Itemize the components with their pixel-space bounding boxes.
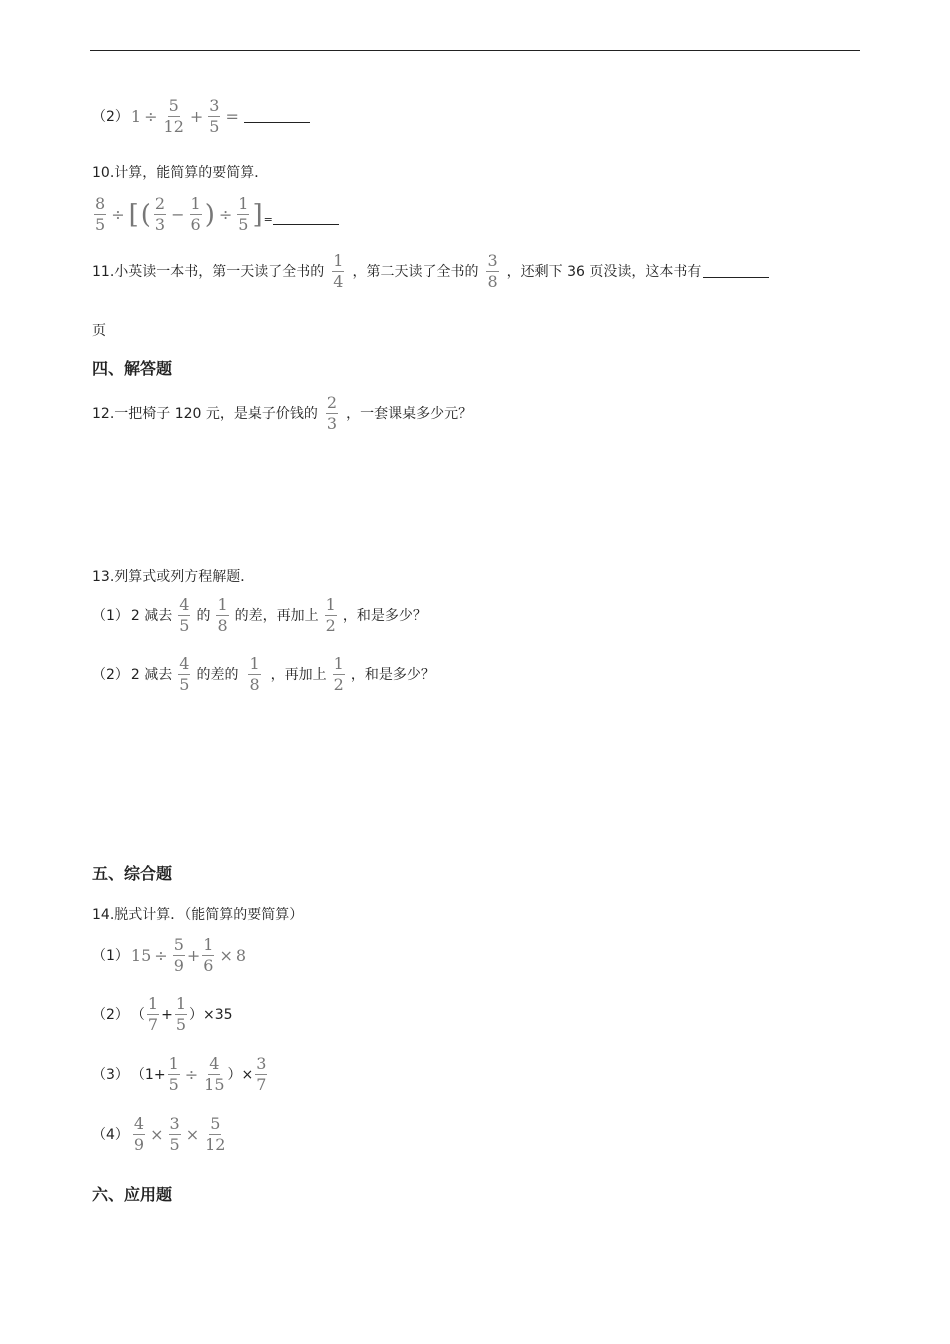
q14-part4: （4） $\frac{4}{9}$ × $\frac{3}{5}$ × $\frac{5}{12}$ — [92, 1114, 226, 1154]
fraction-numerator: 4 — [133, 1114, 145, 1133]
fraction-numerator: 2 — [326, 393, 338, 412]
q10-eq: = — [263, 212, 273, 226]
fraction-numerator: 4 — [179, 595, 190, 614]
fraction-denominator: 5 — [175, 1015, 187, 1034]
q14-part1-label: （1） — [92, 947, 129, 964]
fraction-denominator: 12 — [205, 1135, 226, 1154]
fraction-denominator: 9 — [133, 1135, 145, 1154]
q10-right-paren: ) — [204, 199, 215, 230]
q11 — [92, 253, 769, 290]
q10-fraction-4 — [237, 196, 249, 233]
q11-answer-blank[interactable] — [703, 265, 769, 278]
q14-part4-label: （4） — [92, 1126, 129, 1143]
q10-left-bracket: [ — [128, 199, 139, 230]
q13-p2-fraction-1 — [178, 656, 190, 693]
fraction-numerator: 1 — [147, 994, 159, 1013]
fraction-numerator: 5 — [173, 935, 184, 954]
q9-n1: 1 — [130, 106, 142, 126]
fraction-denominator: 6 — [203, 956, 214, 975]
q10-right-bracket: ] — [252, 199, 263, 230]
q10-div: ÷ — [111, 204, 125, 224]
fraction-numerator: 1 — [325, 595, 336, 614]
q10-answer-blank[interactable] — [273, 212, 339, 225]
fraction-denominator: 8 — [217, 616, 228, 635]
q14-p2-fraction-2 — [175, 996, 187, 1033]
q13-p2-fraction-3 — [333, 656, 345, 693]
q12-text-2: ，一套课桌多少元？ — [346, 405, 473, 422]
q13-part1-label: （1） — [92, 607, 129, 624]
fraction-denominator: 5 — [209, 117, 220, 136]
section-4-heading: 四、解答题 — [92, 359, 173, 378]
q13-p1-fraction-1 — [178, 597, 190, 634]
q14-title: 14.脱式计算．（能简算的要简算） — [92, 907, 304, 923]
fraction-numerator: 3 — [209, 96, 220, 115]
fraction-denominator: 8 — [487, 272, 498, 291]
fraction-numerator: 2 — [154, 194, 166, 213]
q10-fraction-1 — [94, 196, 106, 233]
q12-text-1: 12.一把椅子 120 元，是桌子价钱的 — [92, 405, 318, 422]
q14-p4-fraction-1 — [133, 1116, 145, 1153]
q13-part2-label: （2） — [92, 666, 129, 683]
fraction-numerator: 4 — [209, 1054, 220, 1073]
q12-fraction — [326, 395, 338, 432]
q12 — [92, 395, 472, 432]
q10-left-paren: ( — [140, 199, 151, 230]
q14-part3: （3） （1+ $\frac{1}{5}$ ÷ $\frac{4}{15}$ ）× $\frac{3}{7}$ — [92, 1054, 267, 1094]
q14-p3-fraction-2 — [203, 1056, 225, 1093]
fraction-numerator: 1 — [333, 251, 344, 270]
fraction-denominator: 12 — [163, 117, 184, 136]
q11-fraction-1 — [332, 253, 344, 290]
fraction-numerator: 1 — [168, 1054, 179, 1073]
q10-fraction-3 — [190, 196, 202, 233]
q13-p1-fraction-3 — [325, 597, 337, 634]
q14-p3-fraction-1 — [168, 1056, 180, 1093]
q9-div: ÷ — [144, 106, 158, 126]
fraction-numerator: 1 — [203, 935, 214, 954]
fraction-denominator: 7 — [256, 1075, 267, 1094]
fraction-denominator: 4 — [333, 272, 344, 291]
fraction-denominator: 5 — [168, 1075, 179, 1094]
q10-expression — [92, 196, 339, 233]
q9-expression — [131, 98, 242, 135]
fraction-numerator: 1 — [333, 654, 344, 673]
q14-part2: （2） （ $\frac{1}{7}$ + $\frac{1}{5}$ ）×35 — [92, 994, 233, 1034]
q11-text-1: 11.小英读一本书，第一天读了全书的 — [92, 263, 325, 280]
fraction-numerator: 1 — [238, 194, 249, 213]
fraction-numerator: 1 — [249, 654, 260, 673]
q14-p2-fraction-1 — [147, 996, 159, 1033]
q14-part2-label: （2） — [92, 1006, 129, 1023]
q14-p1-fraction-1 — [173, 937, 185, 974]
q10-fraction-2 — [154, 196, 166, 233]
fraction-denominator: 5 — [238, 215, 249, 234]
section-6-heading: 六、应用题 — [92, 1185, 173, 1204]
header-rule — [90, 50, 860, 51]
fraction-numerator: 3 — [487, 251, 498, 270]
fraction-numerator: 8 — [95, 194, 106, 213]
q9-fraction-1 — [163, 98, 185, 135]
q14-p1-fraction-2 — [202, 937, 214, 974]
fraction-numerator: 1 — [217, 595, 228, 614]
fraction-numerator: 3 — [256, 1054, 267, 1073]
fraction-denominator: 9 — [173, 956, 184, 975]
fraction-denominator: 2 — [333, 675, 344, 694]
fraction-denominator: 5 — [95, 215, 106, 234]
q13-part2: （2） 2 减去 $\frac{4}{5}$ 的差的 $\frac{1}{8}$ ，再加上 $\frac{1}{2}$ ，和是多少？ — [92, 654, 435, 694]
q14-p4-fraction-3 — [204, 1116, 226, 1153]
fraction-denominator: 3 — [154, 215, 166, 234]
q13-p1-fraction-2 — [216, 597, 228, 634]
fraction-denominator: 15 — [204, 1075, 225, 1094]
q13-part1: （1） 2 减去 $\frac{4}{5}$ 的 $\frac{1}{8}$ 的差，再加上 $\frac{1}{2}$ ，和是多少？ — [92, 595, 427, 635]
q14-part3-label: （3） — [92, 1066, 129, 1083]
q9-eq: = — [225, 106, 239, 126]
q10-title: 10.计算，能简算的要简算． — [92, 165, 269, 181]
fraction-numerator: 1 — [190, 194, 201, 213]
q13-p2-fraction-2 — [248, 656, 260, 693]
fraction-denominator: 5 — [179, 675, 190, 694]
fraction-numerator: 3 — [169, 1114, 180, 1133]
section-5-heading: 五、综合题 — [92, 864, 173, 883]
q9-part2 — [92, 98, 310, 135]
fraction-denominator: 5 — [169, 1135, 180, 1154]
fraction-numerator: 5 — [168, 96, 179, 115]
fraction-denominator: 5 — [179, 616, 190, 635]
fraction-numerator: 1 — [175, 994, 187, 1013]
q14-p3-fraction-3 — [255, 1056, 267, 1093]
q9-part2-label: （2） — [92, 108, 129, 125]
fraction-denominator: 6 — [190, 215, 201, 234]
q9-plus: + — [189, 106, 204, 126]
q14-p4-fraction-2 — [169, 1116, 181, 1153]
fraction-denominator: 7 — [147, 1015, 159, 1034]
q11-text-2: ，第二天读了全书的 — [352, 263, 479, 280]
q11-unit: 页 — [92, 323, 106, 339]
q14-part1: （1） 15 ÷ $\frac{5}{9}$ + $\frac{1}{6}$ × 8 — [92, 935, 247, 975]
fraction-numerator: 5 — [210, 1114, 221, 1133]
fraction-denominator: 3 — [326, 414, 338, 433]
q9-fraction-2 — [208, 98, 220, 135]
fraction-denominator: 2 — [325, 616, 336, 635]
q11-fraction-2 — [486, 253, 498, 290]
q9-answer-blank[interactable] — [244, 110, 310, 123]
q11-text-3: ，还剩下 36 页没读，这本书有 — [506, 263, 702, 280]
fraction-denominator: 8 — [249, 675, 260, 694]
fraction-numerator: 4 — [179, 654, 190, 673]
q10-div2: ÷ — [218, 204, 233, 224]
q13-title: 13.列算式或列方程解题． — [92, 569, 255, 585]
q10-minus: − — [171, 204, 185, 224]
